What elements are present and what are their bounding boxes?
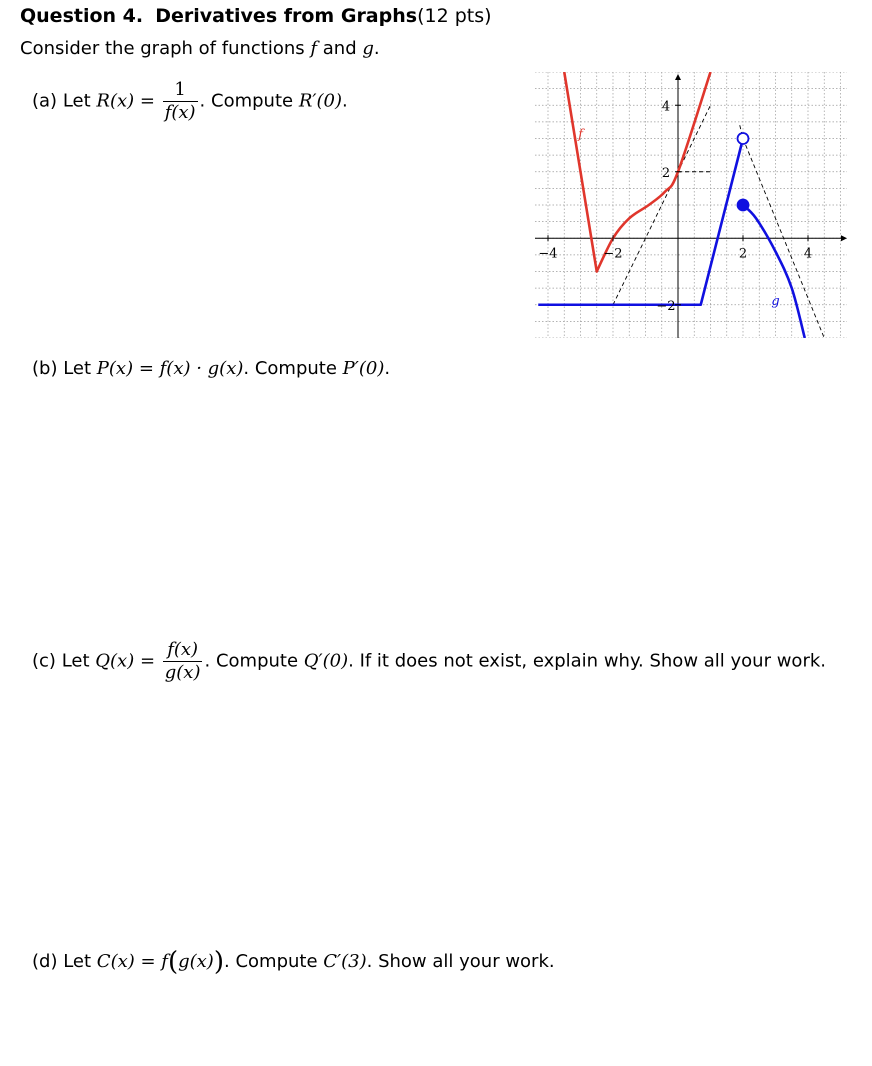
part-b-let: Let [63, 358, 92, 379]
part-d-let: Let [63, 951, 92, 972]
part-c-rest: . If it does not exist, explain why. Show all your work. [348, 650, 826, 672]
part-c-let: Let [61, 650, 90, 672]
part-d-lhs: C(x) = f [96, 951, 168, 972]
open-point-marker [738, 133, 749, 144]
part-c-task-expr: Q′(0) [303, 650, 349, 672]
intro-period: . [373, 38, 380, 59]
part-d-open-paren: ( [167, 947, 179, 977]
intro-lead: Consider the graph of functions [20, 38, 311, 59]
part-d-task: Compute [235, 951, 318, 972]
x-tick-label: −4 [538, 246, 558, 262]
x-axis-arrow-icon [841, 235, 847, 241]
part-b-task: Compute [254, 358, 337, 379]
part-d-label: (d) [32, 951, 58, 972]
part-a-dot: . [199, 90, 206, 112]
intro-and: and [317, 38, 363, 59]
part-a-lhs: R(x) = [96, 90, 155, 112]
x-tick-label: −2 [603, 246, 623, 262]
x-tick-label: 2 [738, 246, 748, 262]
function-graph [535, 72, 847, 338]
part-c-numerator: f(x) [163, 640, 203, 662]
part-d-dot: . [223, 951, 230, 972]
part-b-dot: . [243, 358, 250, 379]
part-c-lhs: Q(x) = [95, 650, 156, 672]
part-a-task: Compute [211, 90, 294, 112]
part-a-fraction [163, 80, 198, 123]
part-b-expr: P(x) = f(x) · g(x) [96, 358, 244, 379]
closed-point-marker [738, 200, 749, 211]
question-heading [20, 4, 492, 28]
question-label: Question 4. [20, 5, 144, 27]
curve-label-f: f [578, 127, 583, 143]
part-c-denominator: g(x) [164, 662, 201, 683]
part-d-rest: . Show all your work. [366, 951, 555, 972]
question-points: (12 pts) [417, 5, 492, 27]
part-a-end: . [341, 90, 348, 112]
part-c [32, 640, 826, 683]
part-d [32, 947, 555, 977]
graph-axes [535, 74, 847, 338]
y-tick-label: 4 [661, 99, 671, 115]
graph-grid [535, 72, 847, 338]
part-a [32, 80, 348, 123]
part-c-dot: . [204, 650, 211, 672]
question-title: Derivatives from Graphs [155, 5, 418, 27]
y-axis-arrow-icon [675, 74, 681, 80]
part-b [32, 357, 390, 381]
y-tick-label: −2 [656, 298, 676, 314]
part-a-task-expr: R′(0) [298, 90, 342, 112]
intro-text [20, 37, 380, 61]
part-b-task-expr: P′(0) [342, 358, 385, 379]
part-c-task: Compute [215, 650, 299, 672]
part-d-close-paren: ) [213, 947, 224, 977]
curve-label-g: g [771, 293, 780, 309]
intro-g: g [362, 38, 374, 59]
part-d-task-expr: C′(3) [323, 951, 367, 972]
part-b-label: (b) [32, 358, 58, 379]
part-a-numerator: 1 [163, 80, 198, 102]
part-a-label: (a) [32, 90, 58, 112]
part-c-label: (c) [32, 650, 56, 672]
y-tick-label: 2 [661, 165, 671, 181]
part-c-fraction [163, 640, 203, 683]
part-a-let: Let [62, 90, 91, 112]
part-a-denominator: f(x) [164, 102, 196, 123]
part-b-end: . [384, 358, 391, 379]
part-d-inner: g(x) [178, 951, 214, 972]
intro-f: f [310, 38, 318, 59]
x-tick-label: 4 [803, 246, 813, 262]
